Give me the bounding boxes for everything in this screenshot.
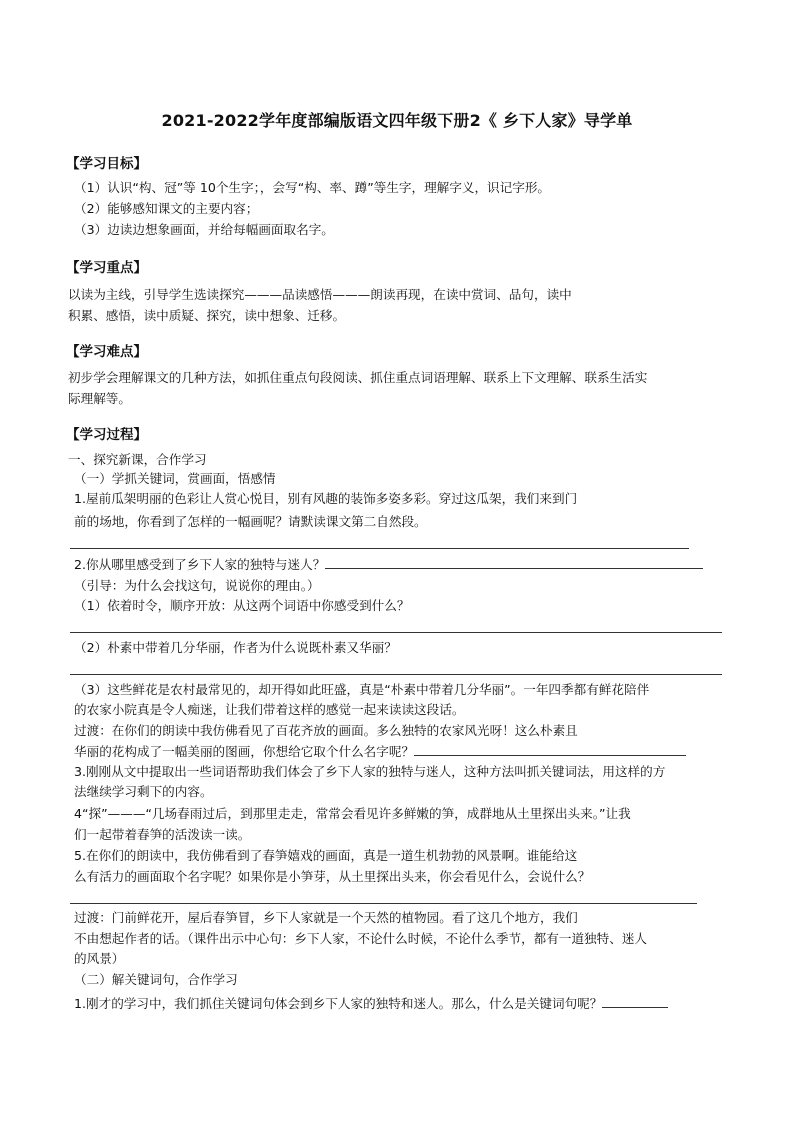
- process-line: 3.刚刚从文中提取出一些词语帮助我们体会了乡下人家的独特与迷人，这种方法叫抓关键词法，用这样的方: [74, 764, 666, 779]
- goal-item: （3）边读边想象画面，并给每幅画面取名字。: [74, 222, 334, 237]
- process-line: 1.屋前瓜架明丽的色彩让人赏心悦目，别有风趣的装饰多姿多彩。穿过这瓜架，我们来到门: [74, 491, 578, 506]
- section-heading-focus: 【学习重点】: [66, 260, 147, 276]
- answer-line[interactable]: [70, 674, 722, 675]
- process-line: [74, 556, 703, 573]
- process-line: （2）朴素中带着几分华丽，作者为什么说既朴素又华丽？: [74, 640, 397, 655]
- goal-item: （2）能够感知课文的主要内容；: [74, 201, 259, 216]
- process-line: （一）学抓关键词，赏画面，悟感情: [74, 471, 276, 486]
- process-line: （引导：为什么会找这句，说说你的理由。）: [74, 578, 320, 593]
- difficulty-text: 际理解等。: [68, 391, 131, 406]
- process-line: （3）这些鲜花是农村最常见的，却开得如此旺盛，真是“朴素中带着几分华丽”。一年四季都有鲜花陪伴: [74, 682, 650, 697]
- answer-blank[interactable]: [602, 995, 668, 1008]
- process-line: 5.在你们的朗读中，我仿佛看到了春笋嬉戏的画面，真是一道生机勃勃的风景啊。谁能给这: [74, 848, 578, 863]
- question-text: 1.刚才的学习中，我们抓住关键词句体会到乡下人家的独特和迷人。那么，什么是关键词句呢？: [74, 996, 603, 1011]
- section-heading-difficulty: 【学习难点】: [66, 344, 147, 360]
- difficulty-text: 初步学会理解课文的几种方法，如抓住重点句段阅读、抓住重点词语理解、联系上下文理解、联系生活实: [68, 370, 648, 385]
- answer-line[interactable]: [70, 548, 689, 549]
- focus-text: 以读为主线，引导学生选读探究———品读感悟———朗读再现，在读中赏词、品句，读中: [68, 287, 572, 302]
- process-line: 一、探究新课，合作学习: [68, 452, 207, 467]
- process-line: 们一起带着春笋的活泼读一读。: [74, 827, 251, 842]
- section-heading-process: 【学习过程】: [66, 427, 147, 443]
- process-line: [74, 743, 686, 760]
- answer-line[interactable]: [70, 903, 697, 904]
- process-line: 的农家小院真是令人痴迷，让我们带着这样的感觉一起来读读这段话。: [74, 702, 465, 717]
- question-text: 华丽的花构成了一幅美丽的图画，你想给它取个什么名字呢？: [74, 744, 415, 759]
- focus-text: 积累、感悟，读中质疑、探究，读中想象、迁移。: [68, 308, 346, 323]
- goal-item: （1）认识“构、冠”等 10个生字；，会写“构、率、蹲”等生字，理解字义，识记字形。: [74, 180, 551, 195]
- process-line: 过渡：在你们的朗读中我仿佛看见了百花齐放的画面。多么独特的农家风光呀！这么朴素且: [74, 723, 578, 738]
- answer-blank[interactable]: [414, 743, 686, 756]
- process-line: 法继续学习剩下的内容。: [74, 784, 213, 799]
- process-line: 前的场地，你看到了怎样的一幅画呢？请默读课文第二自然段。: [74, 514, 427, 529]
- process-line: 过渡：门前鲜花开，屋后春笋冒，乡下人家就是一个天然的植物园。看了这几个地方，我们: [74, 910, 578, 925]
- page-title: 2021-2022学年度部编版语文四年级下册2《 乡下人家》导学单: [161, 111, 633, 130]
- process-line: （二）解关键词句，合作学习: [74, 972, 238, 987]
- answer-blank[interactable]: [325, 556, 703, 569]
- answer-line[interactable]: [70, 632, 722, 633]
- process-line: 不由想起作者的话。（课件出示中心句：乡下人家，不论什么时候，不论什么季节，都有一道独特、迷人: [74, 931, 648, 946]
- process-line: [74, 995, 668, 1012]
- process-line: 么有活力的画面取个名字呢？如果你是小笋芽，从土里探出头来，你会看见什么，会说什么？: [74, 869, 591, 884]
- section-heading-goals: 【学习目标】: [66, 156, 147, 172]
- process-line: 的风景）: [74, 951, 125, 966]
- process-line: 4“探”———“几场春雨过后，到那里走走，常常会看见许多鲜嫩的笋，成群地从土里探出头来。”让我: [74, 806, 631, 821]
- process-line: （1）依着时令，顺序开放：从这两个词语中你感受到什么？: [74, 598, 410, 613]
- question-text: 2.你从哪里感受到了乡下人家的独特与迷人？: [74, 557, 326, 572]
